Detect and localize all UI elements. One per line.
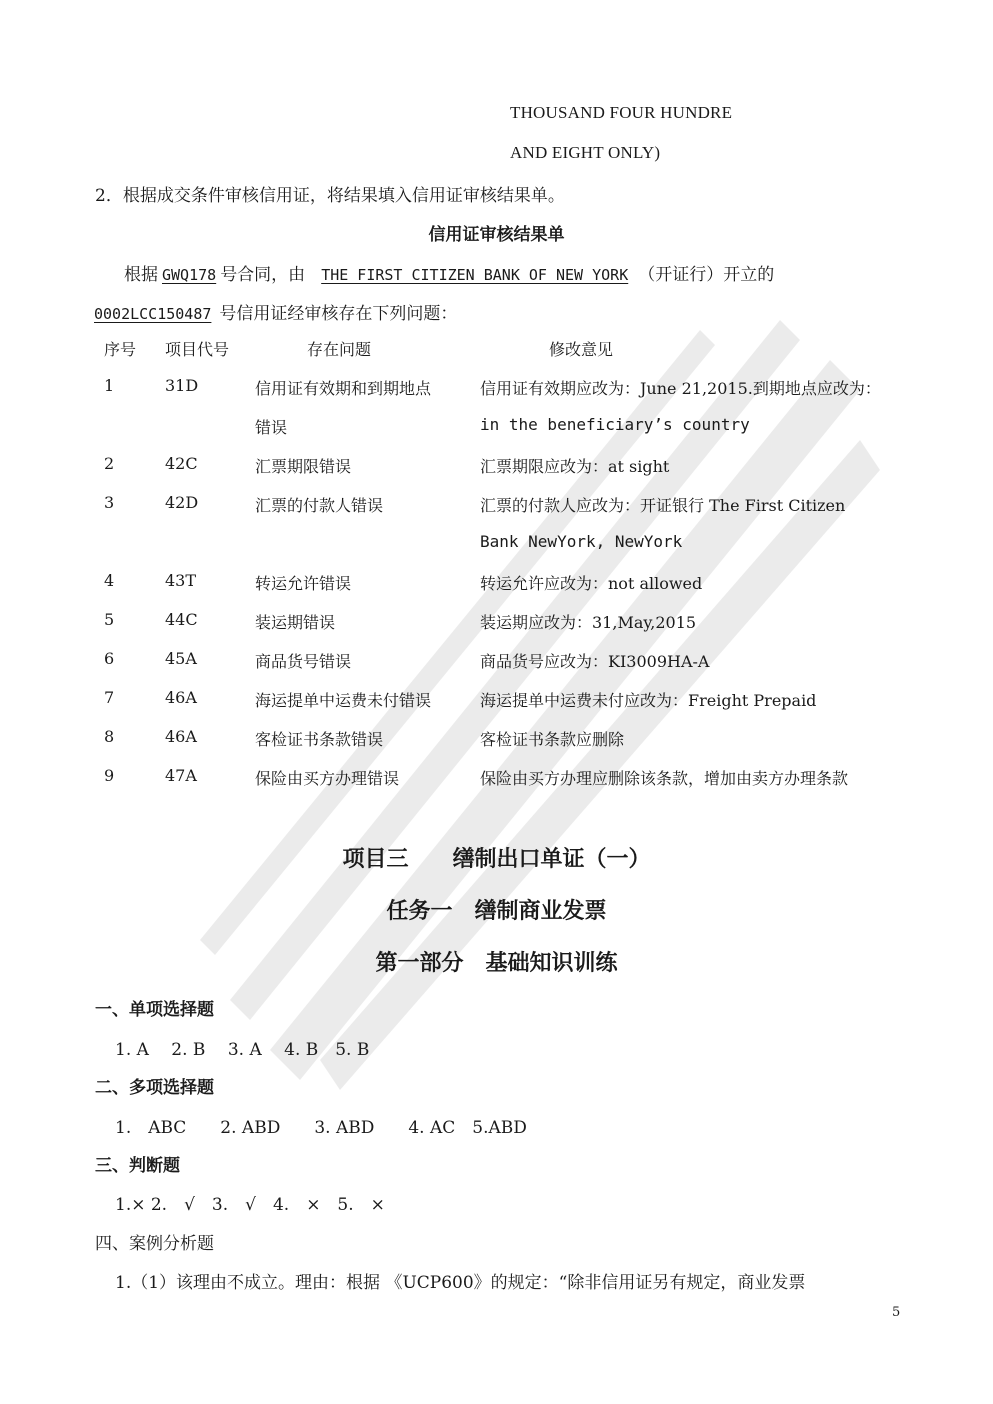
row-fix: 保险由买方办理应删除该条款，增加由卖方办理条款 <box>480 769 849 788</box>
row-code: 47A <box>165 766 197 785</box>
row-fix: 商品货号应改为：KI3009HA-A <box>480 652 710 671</box>
intro-line-2 <box>94 299 457 324</box>
row-problem: 客检证书条款错误 <box>255 730 384 749</box>
task-heading: 任务一 缮制商业发票 <box>386 899 607 924</box>
intro-text-4: 号信用证经审核存在下列问题： <box>219 304 458 324</box>
part-heading: 第一部分 基础知识训练 <box>375 951 618 976</box>
issuing-bank: THE FIRST CITIZEN BANK OF NEW YORK <box>321 266 629 284</box>
row-code: 42D <box>165 493 199 512</box>
row-problem: 商品货号错误 <box>255 652 352 671</box>
table-header-row <box>0 337 993 376</box>
row-code: 45A <box>165 649 197 668</box>
row-fix: 汇票期限应改为：at sight <box>480 457 670 476</box>
row-no: 4 <box>104 571 115 590</box>
amount-words-line-1: THOUSAND FOUR HUNDRE <box>510 103 733 122</box>
table-row <box>0 610 993 649</box>
table-row-cont <box>0 415 993 454</box>
table-row-cont <box>0 532 993 571</box>
row-fix: 装运期应改为：31,May,2015 <box>480 613 697 632</box>
row-problem: 信用证有效期和到期地点 <box>255 379 432 398</box>
instruction-text: 2．根据成交条件审核信用证，将结果填入信用证审核结果单。 <box>95 186 565 206</box>
row-no: 5 <box>104 610 115 629</box>
table-row <box>0 376 993 415</box>
row-problem-cont: 错误 <box>255 418 288 437</box>
row-problem: 转运允许错误 <box>255 574 352 593</box>
row-no: 1 <box>104 376 115 395</box>
section-case-title: 四、案例分析题 <box>95 1234 214 1254</box>
row-no: 2 <box>104 454 115 473</box>
header-problem: 存在问题 <box>307 340 372 359</box>
intro-line-1 <box>124 260 784 285</box>
row-code: 46A <box>165 688 197 707</box>
amount-words-line-2: AND EIGHT ONLY) <box>510 143 661 162</box>
row-no: 3 <box>104 493 115 512</box>
row-problem: 汇票期限错误 <box>255 457 352 476</box>
row-code: 44C <box>165 610 198 629</box>
header-code: 项目代号 <box>165 340 230 359</box>
row-code: 46A <box>165 727 197 746</box>
page-number: 5 <box>892 1305 901 1320</box>
section-single-choice-title: 一、单项选择题 <box>95 1000 214 1020</box>
row-problem: 汇票的付款人错误 <box>255 496 384 515</box>
intro-text-2: 号合同，由 <box>220 265 306 285</box>
row-code: 43T <box>165 571 197 590</box>
table-row <box>0 727 993 766</box>
table-row <box>0 493 993 532</box>
row-fix: 客检证书条款应删除 <box>480 730 625 749</box>
row-problem: 装运期错误 <box>255 613 336 632</box>
lc-number: 0002LCC150487 <box>94 305 212 323</box>
row-fix: 汇票的付款人应改为：开证银行 The First Citizen <box>480 496 846 515</box>
project-heading: 项目三 缮制出口单证（一） <box>342 847 651 872</box>
row-code: 31D <box>165 376 199 395</box>
section-multi-choice-title: 二、多项选择题 <box>95 1078 214 1098</box>
intro-text-1: 根据 <box>124 265 158 285</box>
row-fix: 海运提单中运费未付应改为：Freight Prepaid <box>480 691 817 710</box>
row-fix: 信用证有效期应改为：June 21,2015.到期地点应改为： <box>480 379 881 398</box>
row-no: 9 <box>104 766 115 785</box>
section-true-false-title: 三、判断题 <box>95 1156 180 1176</box>
row-fix-cont: Bank NewYork, NewYork <box>480 532 683 551</box>
intro-text-3: （开证行）开立的 <box>638 265 775 285</box>
row-problem: 海运提单中运费未付错误 <box>255 691 432 710</box>
row-no: 8 <box>104 727 115 746</box>
header-no: 序号 <box>104 340 137 359</box>
section-single-choice-answers: 1. A 2. B 3. A 4. B 5. B <box>115 1040 370 1060</box>
table-row <box>0 649 993 688</box>
table-row <box>0 688 993 727</box>
review-form-title: 信用证审核结果单 <box>428 225 565 245</box>
row-problem: 保险由买方办理错误 <box>255 769 400 788</box>
row-no: 6 <box>104 649 115 668</box>
section-true-false-answers: 1.× 2. √ 3. √ 4. × 5. × <box>115 1195 385 1215</box>
table-row <box>0 571 993 610</box>
table-row <box>0 766 993 805</box>
row-code: 42C <box>165 454 198 473</box>
section-case-text: 1.（1）该理由不成立。理由：根据 《UCP600》的规定：“除非信用证另有规定，商业发票 <box>115 1273 806 1293</box>
row-fix-cont: in the beneficiary’s country <box>480 415 750 434</box>
section-multi-choice-answers: 1. ABC 2. ABD 3. ABD 4. AC 5.ABD <box>115 1118 527 1138</box>
table-row <box>0 454 993 493</box>
row-fix: 转运允许应改为：not allowed <box>480 574 703 593</box>
row-no: 7 <box>104 688 115 707</box>
contract-number: GWQ178 <box>162 266 217 284</box>
header-fix: 修改意见 <box>549 340 614 359</box>
